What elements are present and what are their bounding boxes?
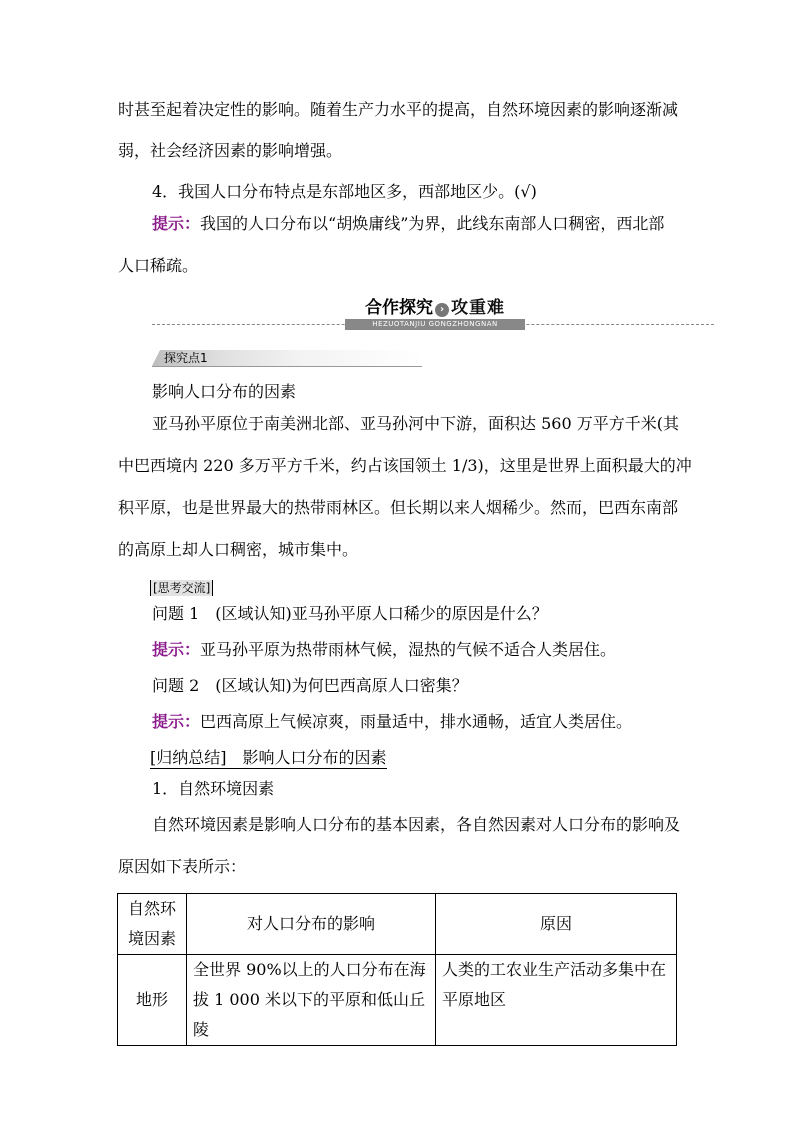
table-header-cell: 原因: [436, 894, 677, 955]
case-line: 中巴西境内 220 多万平方千米，约占该国领土 1/3)，这里是世界上面积最大的冲: [118, 456, 692, 475]
banner-title-left: 合作探究: [365, 298, 433, 318]
paragraph-line: 时甚至起着决定性的影响。随着生产力水平的提高，自然环境因素的影响逐渐减: [118, 100, 679, 119]
answer-1: [152, 640, 616, 660]
question-1: 问题 1 (区域认知)亚马孙平原人口稀少的原因是什么？: [152, 604, 548, 623]
think-exchange-tag: [思考交流]: [150, 580, 213, 596]
summary-subheading: 1．自然环境因素: [152, 779, 275, 798]
explore-point-label: 探究点1: [164, 351, 208, 365]
banner-title: [357, 296, 513, 320]
table-cell: 地形: [118, 955, 187, 1046]
case-line: 亚马孙平原位于南美洲北部、亚马孙河中下游，面积达 560 万平方千米(其: [152, 414, 679, 433]
banner-title-right: 攻重难: [451, 298, 505, 318]
summary-heading: [归纳总结] 影响人口分布的因素: [150, 748, 387, 767]
table-header-row: [118, 894, 677, 955]
factor-table: [117, 893, 677, 1046]
hint-text: 亚马孙平原为热带雨林气候，湿热的气候不适合人类居住。: [200, 640, 617, 659]
question-2: 问题 2 (区域认知)为何巴西高原人口密集？: [152, 676, 468, 695]
banner-subtitle: HEZUOTANJIU GONGZHONGNAN: [345, 319, 525, 330]
question-item-4: 4．我国人口分布特点是东部地区多，西部地区少。(√): [152, 182, 537, 201]
table-row: [118, 955, 677, 1046]
paragraph-line: 弱，社会经济因素的影响增强。: [118, 141, 343, 160]
hint-label: 提示：: [152, 712, 201, 731]
paragraph-line: 人口稀疏。: [118, 256, 199, 275]
chevron-right-icon: ›: [435, 303, 449, 317]
table-cell: 人类的工农业生产活动多集中在 平原地区: [436, 955, 677, 1046]
hint-label: 提示：: [152, 214, 201, 233]
summary-paragraph-line: 自然环境因素是影响人口分布的基本因素，各自然因素对人口分布的影响及: [152, 815, 681, 834]
case-line: 的高原上却人口稠密，城市集中。: [118, 540, 359, 559]
hint-label: 提示：: [152, 640, 201, 659]
explore-point-tag: [152, 350, 422, 367]
answer-2: [152, 712, 632, 732]
hint-text: 巴西高原上气候凉爽，雨量适中，排水通畅，适宜人类居住。: [200, 712, 633, 731]
table-header-cell: 对人口分布的影响: [187, 894, 436, 955]
table-header-cell: 自然环 境因素: [118, 894, 187, 955]
section-banner: [152, 296, 714, 336]
case-line: 积平原，也是世界最大的热带雨林区。但长期以来人烟稀少。然而，巴西东南部: [118, 498, 679, 517]
summary-paragraph-line: 原因如下表所示：: [118, 857, 247, 876]
hint-text: 我国的人口分布以“胡焕庸线”为界，此线东南部人口稠密，西北部: [200, 214, 665, 233]
table-cell: 全世界 90%以上的人口分布在海 拔 1 000 米以下的平原和低山丘陵: [187, 955, 436, 1046]
section-heading: 影响人口分布的因素: [152, 382, 297, 401]
hint-line: [152, 214, 664, 234]
